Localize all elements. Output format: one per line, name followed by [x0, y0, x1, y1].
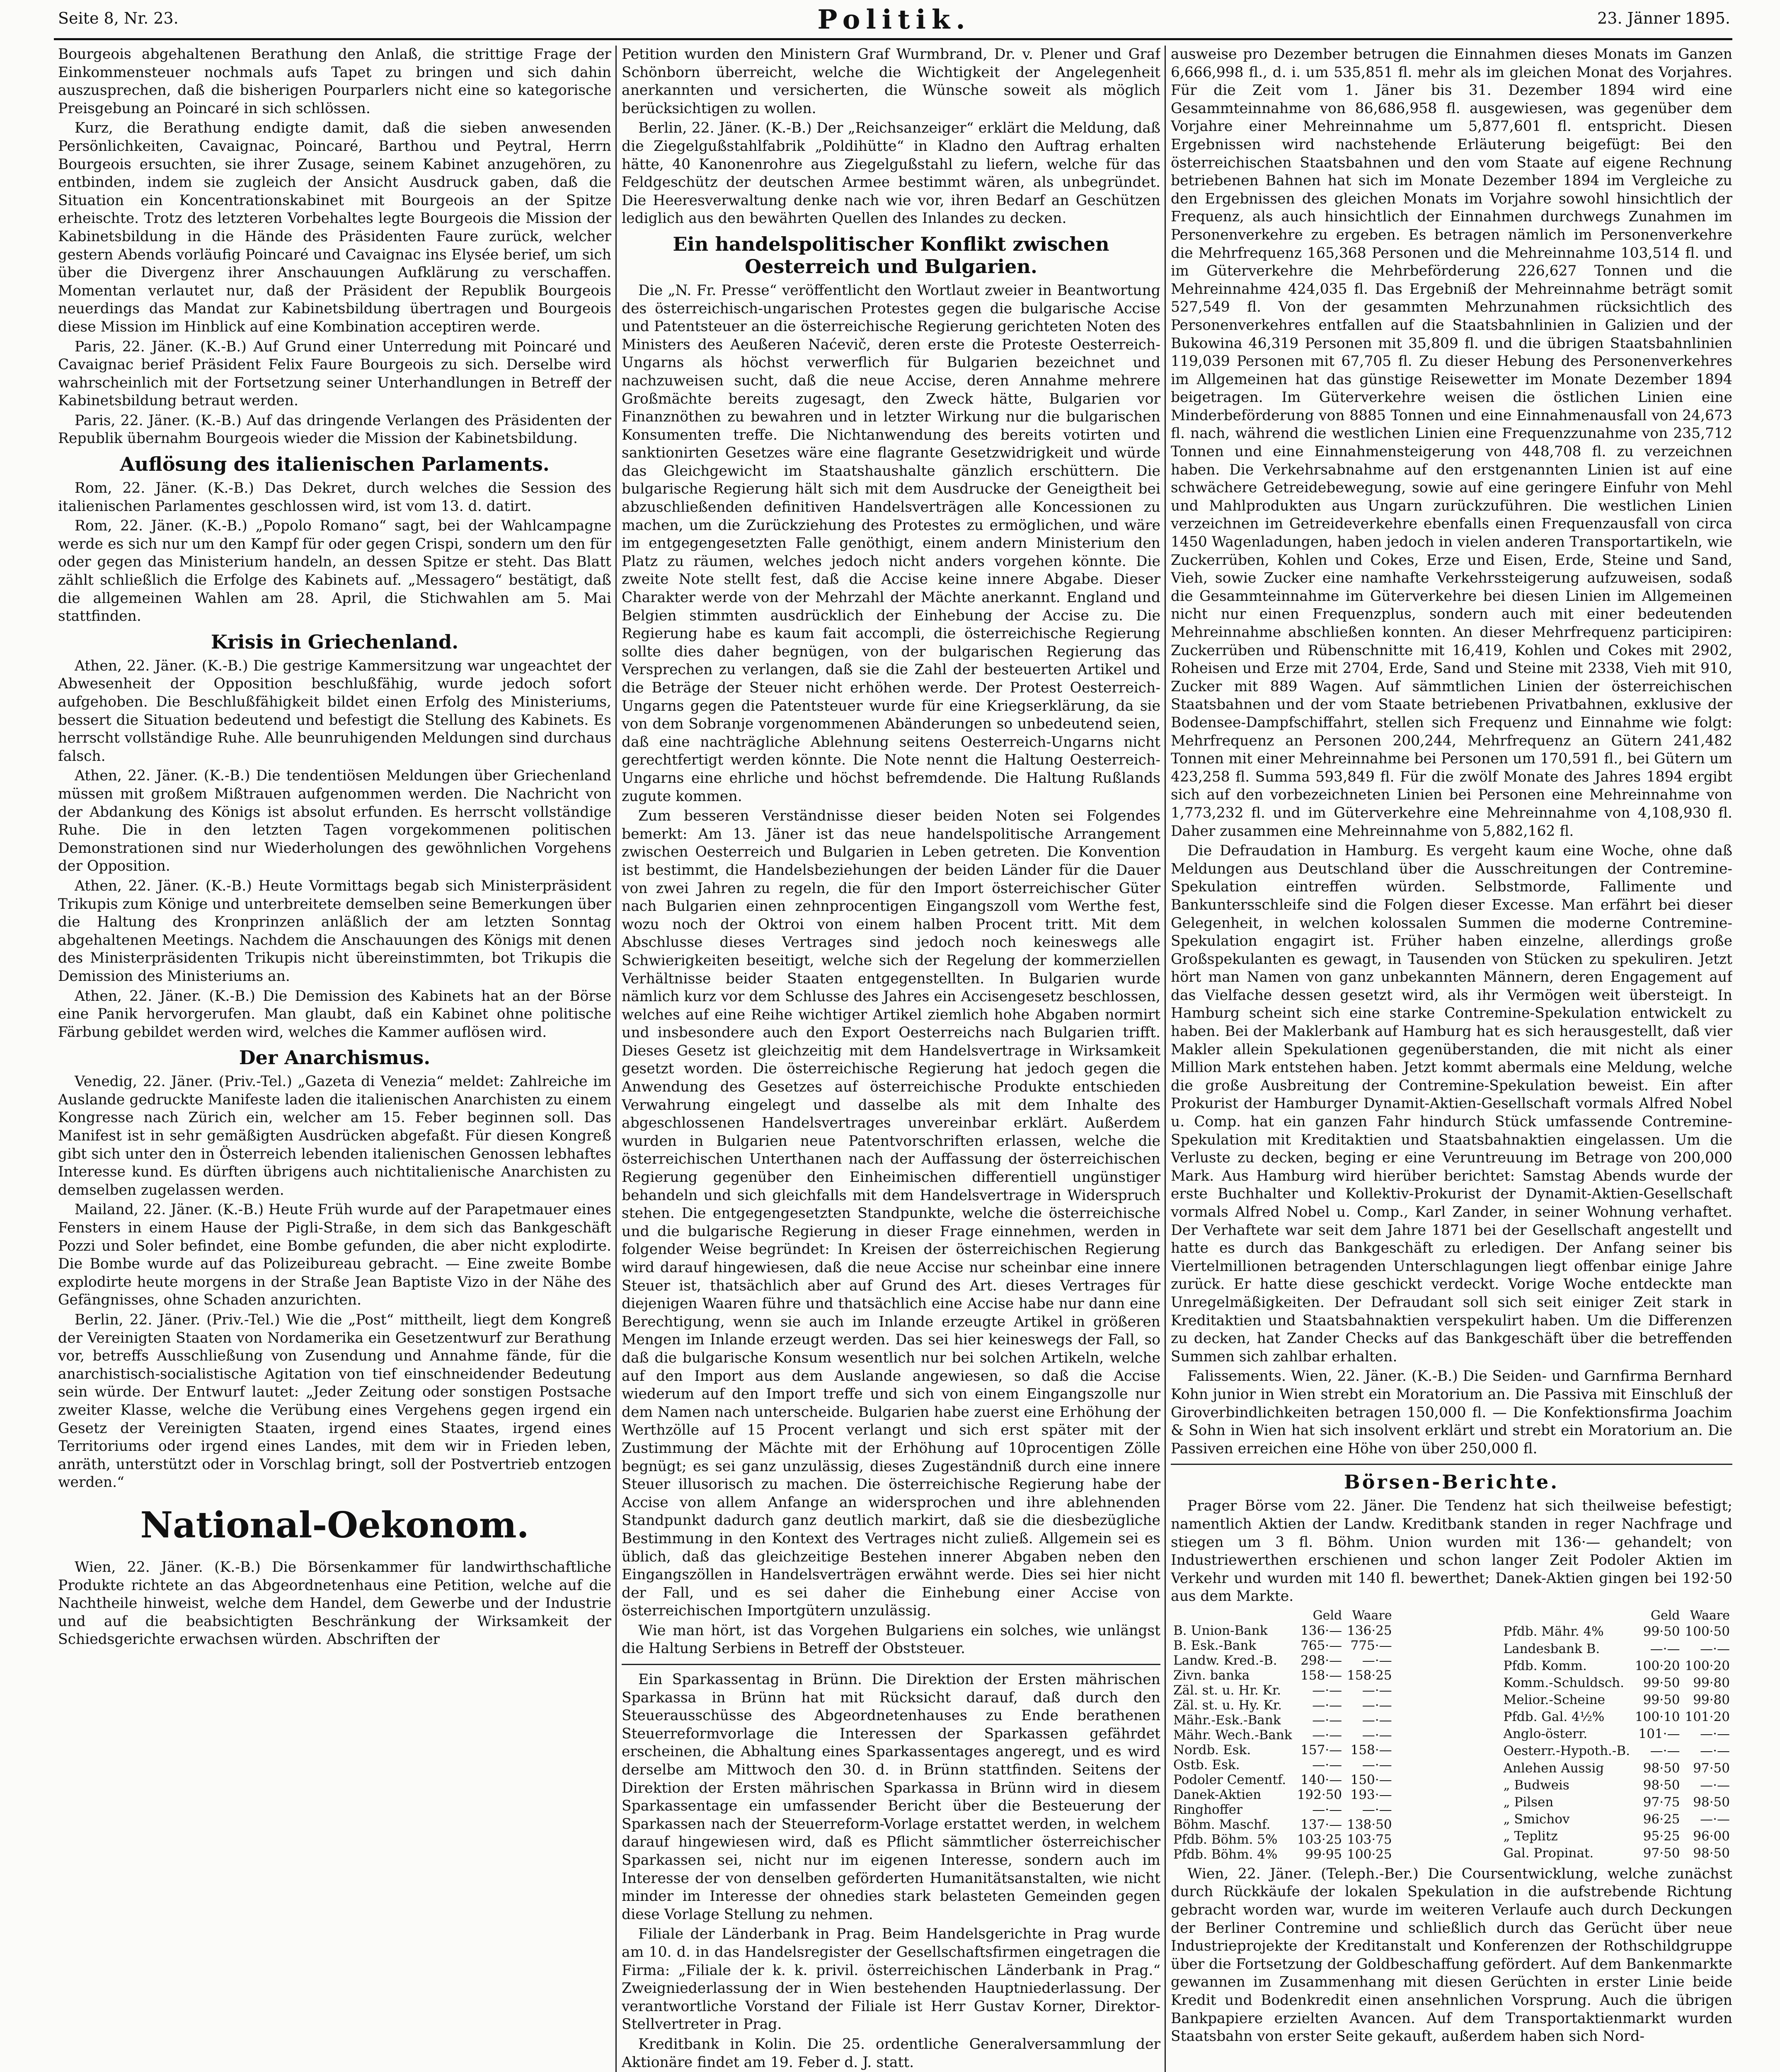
price-cell: 101·— — [1638, 1726, 1680, 1742]
table-row — [1171, 1698, 1395, 1713]
table-row — [1171, 1787, 1395, 1802]
table-row — [1171, 1668, 1395, 1683]
price-cell: —·— — [1362, 1653, 1392, 1668]
security-name: Landw. Kred.-B. — [1173, 1653, 1277, 1668]
security-name: „ Teplitz — [1503, 1829, 1558, 1844]
table-row — [1171, 1713, 1395, 1728]
separator — [622, 1664, 1160, 1665]
security-name: „ Smichov — [1503, 1811, 1570, 1827]
price-cell: 101·20 — [1685, 1709, 1730, 1725]
price-cell: 97·50 — [1693, 1760, 1730, 1776]
table-row — [1171, 1832, 1395, 1847]
price-cell: —·— — [1700, 1777, 1730, 1793]
headline: Auflösung des italienischen Parlaments. — [120, 453, 550, 476]
column-divider — [1165, 46, 1166, 2072]
security-name: Nordb. Esk. — [1173, 1742, 1251, 1757]
security-name: Pfdb. Gal. 4½% — [1503, 1709, 1605, 1725]
security-name: Zäl. st. u. Hr. Kr. — [1173, 1682, 1281, 1698]
price-cell: 137·— — [1300, 1817, 1342, 1832]
price-cell: 192·50 — [1297, 1787, 1342, 1802]
table-row — [1501, 1640, 1732, 1657]
security-name: Melior.-Scheine — [1503, 1692, 1606, 1707]
article-text: Die „N. Fr. Presse“ veröffentlicht den Wortlaut zweier in Beantwortung des österreichisch-ungarischen Protestes gegen die bulgarische Accise und Patentsteuer an die österreichische Regierung gerichteten Noten des Ministers des Aeußeren Naćevič, deren erste die Proteste Oesterreich-Ungarns als höchst verwerflich für Bulgarien bezeichnet und nachzuweisen sucht, daß die neue Accise, deren Annahme mehrere Großmächte bereits zugesagt, den Zweck hätte, Bulgarien vor Finanznöthen zu bewahren und in letzter Wirkung nur die bulgarischen Konsumenten treffe. Die Nichtanwendung des bereits votirten und sanktionirten Gesetzes wäre eine flagrante Gesetzwidrigkeit und würde das Gleichgewicht im Staatshaushalte gänzlich erschüttern. Die bulgarische Regierung hält sich mit dem Ausdrucke der Geneigtheit bei abzuschließenden definitiven Handelsverträgen alle Koncessionen zu machen, um die Zurückziehung des Protestes zu ermöglichen, und wäre im entgegengesetzten Falle genöthigt, einem andern Ministerium den Platz zu räumen, welches jedoch nicht anders vorgehen könnte. Die zweite Note stellt fest, daß die Accise keine innere Abgabe. Dieser Charakter werde von der Mehrzahl der Mächte anerkannt. England und Belgien stimmten ausdrücklich der Einhebung der Accise zu. Die Regierung habe es kaum fait accompli, die österreichische Regierung sollte dies daher begnügen, von der bulgarischen Regierung das Versprechen zu verlangen, daß sie die Zahl der besteuerten Artikel und die Beträge der Steuer nicht erhöhen werde. Der Protest Oesterreich-Ungarns gegen die Patentsteuer wurde für eine Kriegserklärung, da sie von dem Sobranje vorgenommenen Abänderungen so unbedeutend seien, daß eine nachträgliche Ablehnung seitens Oesterreich-Ungarns nicht gerechtfertigt werden könnte. Die Note nennt die Haltung Oesterreich-Ungarns eine ehrliche und höchst befremdende. Die Haltung Rußlands zugute kommen. — [622, 282, 1160, 805]
table-row — [1171, 1743, 1395, 1757]
headline: Krisis in Griechenland. — [211, 630, 459, 653]
price-cell: 193·— — [1350, 1787, 1392, 1802]
table-row — [1501, 1845, 1732, 1862]
price-cell: —·— — [1312, 1802, 1342, 1817]
price-cell: 100·20 — [1685, 1658, 1730, 1673]
table-row — [1171, 1728, 1395, 1743]
table-row — [1171, 1638, 1395, 1653]
table-row — [1171, 1757, 1395, 1772]
price-cell: —·— — [1650, 1743, 1680, 1759]
header-rule — [54, 38, 1732, 40]
news-item: Athen, 22. Jäner. (K.-B.) Die tendentiösen Meldungen über Griechenland müssen mit großem Mißtrauen aufgenommen werden. Die Nachricht von der Abdankung des Königs ist absolut erfunden. Es herrscht vollständige Ruhe. Die in den letzten Tagen vorgekommenen politischen Demonstrationen sind nur Wiederholungen des gewöhnlichen Vorgehens der Opposition. — [58, 767, 611, 875]
column-1 — [58, 46, 611, 1651]
price-cell: 98·50 — [1643, 1760, 1680, 1776]
price-cell: —·— — [1700, 1726, 1730, 1742]
security-name: Anglo-österr. — [1503, 1726, 1588, 1742]
price-cell: 158·— — [1350, 1742, 1392, 1757]
price-cell: 150·— — [1350, 1772, 1392, 1787]
news-item: Paris, 22. Jäner. (K.-B.) Auf das dringende Verlangen des Präsidenten der Republik übernahm Bourgeois wieder die Mission der Kabinetsbildung. — [58, 412, 611, 447]
column-header: Geld — [1313, 1608, 1342, 1623]
price-cell: 97·50 — [1643, 1846, 1680, 1861]
security-name: „ Budweis — [1503, 1777, 1569, 1793]
security-name: Landesbank B. — [1503, 1641, 1600, 1656]
price-cell: 99·80 — [1693, 1675, 1730, 1690]
news-item: Berlin, 22. Jäner. (Priv.-Tel.) Wie die „Post“ mittheilt, liegt dem Kongreß der Vereinigten Staaten von Nordamerika ein Gesetzentwurf zur Berathung vor, betreffs Ausschließung von Zusendung und Annahme fände, für die anarchistisch-socialistische Agitation von tief einschneidender Bedeutung sein würde. Der Entwurf lautet: „Jeder Zeitung oder sonstigen Postsache zweiter Klasse, welche die Verübung eines Vergehens gegen irgend ein Gesetz der Vereinigten Staaten, irgend eines Staates, irgend eines Territoriums oder irgend eines Landes, mit dem wir in Frieden leben, anräth, unterstützt oder in Vorschlag bringt, soll der Postvertrieb entzogen werden.“ — [58, 1312, 611, 1491]
column-header: Waare — [1352, 1608, 1392, 1623]
table-row — [1501, 1709, 1732, 1726]
price-cell: 140·— — [1300, 1772, 1342, 1787]
security-name: Anlehen Aussig — [1503, 1760, 1604, 1776]
stock-table-left — [1171, 1608, 1395, 1862]
price-cell: —·— — [1700, 1641, 1730, 1656]
news-item: Die Defraudation in Hamburg. Es vergeht kaum eine Woche, ohne daß Meldungen aus Deutschland über die Ausschreitungen der Contremine-Spekulation eintreffen würden. Selbstmorde, Fallimente und Bankuntersschleife sind die Folgen dieser Excesse. Man erfährt bei dieser Gelegenheit, in welchen kolossalen Summen die moderne Contremine-Spekulation engagirt ist. Früher haben einzelne, allerdings große Großspekulanten es gewagt, in Tausenden von Stücken zu spekuliren. Jetzt hört man Namen von ganz unbekannten Männern, deren Engagement auf das Vielfache dessen gesetzt wird, als ihr Vermögen weit übersteigt. In Hamburg scheint sich eine starke Contremine-Spekulation entwickelt zu haben. Bei der Maklerbank auf Hamburg hat es sich herausgestellt, daß vier Makler allein Spekulationen gegenüberstanden, die mit nicht als einer Million Mark entstehen haben. Jetzt kommt abermals eine Meldung, welche die große Ausbreitung der Contremine-Spekulation beweist. Ein after Prokurist der Hamburger Dynamit-Aktien-Gesellschaft vormals Alfred Nobel u. Comp. hat ein ganzen Fahr hindurch Stück umfassende Contremine-Spekulation mit Kreditaktien und Staatsbahnaktien eingelassen. Um die Verluste zu decken, beging er eine Veruntreuung im Betrage von 200,000 Mark. Aus Hamburg wird hierüber berichtet: Samstag Abends wurde der erste Buchhalter und Kollektiv-Prokurist der Dynamit-Aktien-Gesellschaft vormals Alfred Nobel u. Comp., Karl Zander, in seiner Wohnung verhaftet. Der Verhaftete war seit dem Jahre 1871 bei der Gesellschaft angestellt und hatte es durch das Bankgeschäft zu erledigen. Der Anfang seiner bis Viertelmillionen betragenden Unterschlagungen liegt offenbar einige Jahre zurück. Er hatte diese geschickt verdeckt. Vorige Woche entdeckte man Unregelmäßigkeiten. Der Defraudant soll sich seit einiger Zeit stark in Kreditaktien und Staatsbahnaktien verspekulirt haben. Um die Differenzen zu decken, hat Zander Checks auf das Bankgeschäft über die betreffenden Summen sich zahlbar erhalten. — [1171, 842, 1732, 1365]
price-cell: 103·75 — [1347, 1832, 1392, 1847]
security-name: Komm.-Schuldsch. — [1503, 1675, 1625, 1690]
table-row — [1501, 1743, 1732, 1760]
price-cell: —·— — [1312, 1712, 1342, 1728]
price-cell: 298·— — [1300, 1653, 1342, 1668]
table-row — [1501, 1726, 1732, 1743]
price-cell: 158·25 — [1347, 1668, 1392, 1683]
column-header: Geld — [1650, 1608, 1680, 1623]
news-item: Kreditbank in Kolin. Die 25. ordentliche Generalversammlung der Aktionäre findet am 19. Feber d. J. statt. — [622, 2036, 1160, 2071]
price-cell: 136·25 — [1347, 1623, 1392, 1638]
price-cell: 99·50 — [1643, 1692, 1680, 1707]
security-name: Zäl. st. u. Hy. Kr. — [1173, 1697, 1282, 1713]
price-cell: 96·00 — [1693, 1829, 1730, 1844]
news-item: Filiale der Länderbank in Prag. Beim Handelsgerichte in Prag wurde am 10. d. in das Handelsregister der Gesellschaftsfirmen eingetragen die Firma: „Filiale der k. k. privil. österreichischen Länderbank in Prag.“ Zweigniederlassung der in Wien bestehenden Hauptniederlassung. Der verantwortliche Vorstand der Filiale ist Herr Gustav Korner, Direktor-Stellvertreter in Prag. — [622, 1926, 1160, 2033]
price-cell: —·— — [1362, 1757, 1392, 1772]
table-row — [1501, 1691, 1732, 1708]
issue-date: 23. Jänner 1895. — [1597, 9, 1730, 27]
price-cell: 158·— — [1300, 1668, 1342, 1683]
price-cell: 138·50 — [1347, 1817, 1392, 1832]
price-cell: —·— — [1700, 1811, 1730, 1827]
table-row — [1171, 1817, 1395, 1832]
security-name: Oesterr.-Hypoth.-B. — [1503, 1743, 1630, 1759]
price-cell: 99·95 — [1305, 1847, 1342, 1862]
price-cell: —·— — [1650, 1641, 1680, 1656]
headline: Der Anarchismus. — [239, 1046, 431, 1069]
security-name: „ Pilsen — [1503, 1794, 1554, 1810]
column-divider — [615, 46, 617, 2072]
column-header: Waare — [1690, 1608, 1730, 1623]
security-name: Gal. Propinat. — [1503, 1846, 1594, 1861]
news-item: Athen, 22. Jäner. (K.-B.) Die Demission des Kabinets hat an der Börse eine Panik hervorgerufen. Man glaubt, daß ein Kabinet ohne politische Färbung gebildet werden wird, welches die Kammer auflösen wird. — [58, 988, 611, 1041]
table-row — [1171, 1683, 1395, 1698]
stock-tables — [1171, 1608, 1732, 1862]
column-2 — [622, 46, 1160, 2072]
price-cell: 97·75 — [1643, 1794, 1680, 1810]
price-cell: 100·20 — [1635, 1658, 1680, 1673]
page-number: Seite 8, Nr. 23. — [58, 9, 179, 27]
news-item: Wien, 22. Jäner. (Teleph.-Ber.) Die Coursentwicklung, welche zunächst durch Rückkäufe der lokalen Spekulation in die aufstrebende Richtung gebracht worden war, wurde im weiteren Verlaufe auch durch Deckungen der Berliner Contremine und schließlich durch das Gerücht über neue Industrieprojekte der Kreditanstalt und Konferenzen der Rothschildgruppe über die Fortsetzung der Goldbeschaffung gefördert. Auf dem Bankenmarkte gewannen im Zusammenhang mit diesen Gerüchten in erster Linie beide Kredit und Bodenkredit einen ansehnlichen Vorsprung. Auch die übrigen Bankpapiere erzielten Avancen. Auf dem Transportaktienmarkt wurden Staatsbahn von erster Seite gekauft, außerdem haben sich Nord- — [1171, 1865, 1732, 2045]
news-item: Rom, 22. Jäner. (K.-B.) Das Dekret, durch welches die Session des italienischen Parlamentes geschlossen wird, ist vom 13. d. datirt. — [58, 480, 611, 515]
security-name: Böhm. Maschf. — [1173, 1817, 1271, 1832]
news-item: Athen, 22. Jäner. (K.-B.) Heute Vormittags begab sich Ministerpräsident Trikupis zum Könige und unterbreitete demselben seine Bemerkungen über die Haltung des Kronprinzen anläßlich der am letzten Sonntag abgehaltenen Meetings. Nachdem die Anschauungen des Königs mit denen des Ministerpräsidenten Trikupis nicht übereinstimmten, bot Trikupis die Demission des Ministeriums an. — [58, 877, 611, 985]
table-row — [1501, 1828, 1732, 1845]
price-cell: 100·50 — [1685, 1624, 1730, 1639]
news-item: Athen, 22. Jäner. (K.-B.) Die gestrige Kammersitzung war ungeachtet der Abwesenheit der Opposition beschlußfähig, wurde jedoch sofort aufgehoben. Die Beschlußfähigkeit bildet einen Erfolg des Ministeriums, bessert die Situation bedeutend und befestigt die Stellung des Kabinets. Es herrscht vollständige Ruhe. Alle beunruhigenden Meldungen sind durchaus falsch. — [58, 657, 611, 765]
article-text: Wie man hört, ist das Vorgehen Bulgariens ein solches, wie unlängst die Haltung Serbiens in Betreff der Obststeuer. — [622, 1622, 1160, 1657]
security-name: Pfdb. Böhm. 4% — [1173, 1847, 1278, 1862]
table-row — [1501, 1777, 1732, 1794]
security-name: Ostb. Esk. — [1173, 1757, 1240, 1772]
news-item: Wien, 22. Jäner. (K.-B.) Die Börsenkammer für landwirthschaftliche Produkte richtete an das Abgeordnetenhaus eine Petition, welche auf die Nachtheile hinweist, welche dem Handel, dem Gewerbe und der Industrie und auf die beabsichtigten Beschränkung der Wirksamkeit der Schiedsgerichte erwachsen würden. Abschriften der — [58, 1559, 611, 1648]
article-text: Kurz, die Berathung endigte damit, daß die sieben anwesenden Persönlichkeiten, Cavaignac, Poincaré, Barthou und Peytral, Herrn Bourgeois ersuchten, sie ihrer Zusage, seinem Kabinet anzugehören, zu entbinden, indem sie zugleich der Ansicht Ausdruck gaben, daß die Situation ein Koncentrationskabinet mit Bourgeois an der Spitze erheischte. Trotz des letzteren Vorbehaltes legte Bourgeois die Mission der Kabinetsbildung in die Hände des Präsidenten Faure zurück, welcher gestern Abends vorläufig Poincaré und Cavaignac ins Elysée berief, um sich über die Divergenz ihrer Anschauungen Aufklärung zu verschaffen. Momentan verlautet nur, daß der Präsident der Republik Bourgeois neuerdings das Mandat zur Kabinetsbildung übertragen und Bourgeois diese Mission im Hinblick auf eine Kombination acceptiren werde. — [58, 120, 611, 335]
price-cell: —·— — [1362, 1682, 1392, 1698]
price-cell: 100·10 — [1635, 1709, 1680, 1725]
security-name: Zivn. banka — [1173, 1668, 1250, 1683]
price-cell: 98·50 — [1693, 1846, 1730, 1861]
section-headline: National-Oekonom. — [140, 1504, 529, 1546]
table-row — [1501, 1674, 1732, 1691]
security-name: Podoler Cementf. — [1173, 1772, 1286, 1787]
price-cell: —·— — [1700, 1743, 1730, 1759]
security-name: B. Esk.-Bank — [1173, 1638, 1257, 1653]
price-cell: 95·25 — [1643, 1829, 1680, 1844]
table-row — [1171, 1772, 1395, 1787]
security-name: Pfdb. Mähr. 4% — [1503, 1624, 1604, 1639]
separator — [1171, 1464, 1732, 1465]
price-cell: 765·— — [1300, 1638, 1342, 1653]
table-row — [1171, 1802, 1395, 1817]
security-name: Mähr. Wech.-Bank — [1173, 1727, 1292, 1743]
headline: Ein handelspolitischer Konflikt zwischen Oesterreich und Bulgarien. — [673, 232, 1109, 278]
news-item: Falissements. Wien, 22. Jäner. (K.-B.) Die Seiden- und Garnfirma Bernhard Kohn junior in Wien strebt ein Moratorium an. Die Passiva mit Einschluß der Giroverbindlichkeiten betragen 150,000 fl. — Die Konfektionsfirma Joachim & Sohn in Wien hat sich insolvent erklärt und strebt ein Moratorium an. Die Passiven erreichen eine Höhe von über 250,000 fl. — [1171, 1368, 1732, 1457]
article-text: Bourgeois abgehaltenen Berathung den Anlaß, die strittige Frage der Einkommensteuer nochmals aufs Tapet zu bringen und sich dahin auszusprechen, daß die bisherigen Pourparlers nicht eine so kategorische Preisgebung an Poincaré in sich schlössen. — [58, 46, 611, 117]
headline: Börsen-Berichte. — [1344, 1471, 1560, 1493]
price-cell: 98·50 — [1643, 1777, 1680, 1793]
price-cell: —·— — [1312, 1757, 1342, 1772]
price-cell: 157·— — [1300, 1742, 1342, 1757]
price-cell: —·— — [1312, 1727, 1342, 1743]
security-name: Danek-Aktien — [1173, 1787, 1262, 1802]
section-title: Politik. — [817, 4, 971, 35]
table-row — [1501, 1760, 1732, 1777]
news-item: Mailand, 22. Jäner. (K.-B.) Heute Früh wurde auf der Parapetmauer eines Fensters in einem Hause der Pigli-Straße, in dem sich das Bankgeschäft Pozzi und Soler befindet, eine Bombe gefunden, die aber nicht explodirte. Die Bombe wurde auf das Polizeibureau gebracht. — Eine zweite Bombe explodirte heute morgens in der Straße Jean Baptiste Vizo in der Nähe des Gefängnisses, ohne Schaden anzurichten. — [58, 1201, 611, 1309]
stock-table-right — [1501, 1608, 1732, 1862]
price-cell: 775·— — [1350, 1638, 1392, 1653]
table-row — [1501, 1623, 1732, 1640]
price-cell: 96·25 — [1643, 1811, 1680, 1827]
table-row — [1171, 1847, 1395, 1862]
table-row — [1501, 1657, 1732, 1674]
price-cell: 103·25 — [1297, 1832, 1342, 1847]
news-item: Prager Börse vom 22. Jäner. Die Tendenz hat sich theilweise befestigt; namentlich Aktien der Landw. Kreditbank standen in reger Nachfrage und stiegen um 3 fl. Böhm. Union wurden mit 136·— gehandelt; von Industriewerthen erschienen und schon langer Zeit Podoler Aktien im Verkehr und wurden mit 140 fl. bewerthet; Danek-Aktien gingen bei 192·50 aus dem Markte. — [1171, 1498, 1732, 1605]
news-item: Paris, 22. Jäner. (K.-B.) Auf Grund einer Unterredung mit Poincaré und Cavaignac berief Präsident Felix Faure Bourgeois zu sich. Derselbe wird wahrscheinlich mit der Fortsetzung seiner Unterhandlungen in Betreff der Kabinetsbildung betraut werden. — [58, 338, 611, 409]
price-cell: —·— — [1362, 1802, 1392, 1817]
price-cell: 99·80 — [1693, 1692, 1730, 1707]
price-cell: —·— — [1312, 1697, 1342, 1713]
price-cell: 99·50 — [1643, 1675, 1680, 1690]
news-item: Rom, 22. Jäner. (K.-B.) „Popolo Romano“ sagt, bei der Wahlcampagne werde es sich nur um den Kampf für oder gegen Crispi, sondern um den für oder gegen das Ministerium handeln, an dessen Spitze er steht. Das Blatt zählt schließlich die Erfolge des Kabinets auf. „Messagero“ bestätigt, daß die allgemeinen Wahlen am 28. April, die Stichwahlen am 5. Mai stattfinden. — [58, 518, 611, 625]
news-item: Ein Sparkassentag in Brünn. Die Direktion der Ersten mährischen Sparkassa in Brünn hat mit Rücksicht darauf, daß durch den Steuerausschüsse des Abgeordnetenhauses zu Ende berathenen Steuerreformvorlage die Interessen der Sparkassen gefährdet erscheinen, die Abhaltung eines Sparkassentages angeregt, und es wird derselbe am Mittwoch den 30. d. in Brünn stattfinden. Seitens der Direktion der Ersten mährischen Sparkassa in Brünn wird in diesem Sparkassentage ein umfassender Bericht über die Besteuerung der Sparkassen nach der Steuerreform-Vorlage erstattet werden, in welchem darauf hingewiesen wird, daß es Pflicht sämmtlicher österreichischer Sparkassen sei, nicht nur im eigenen Interesse, sondern auch im Interesse der von denselben geförderten Humanitätsanstalten, wie nicht minder im Interesse der ohnedies stark belasteten Gemeinden gegen diese Vorlage Stellung zu nehmen. — [622, 1671, 1160, 1923]
security-name: Pfdb. Komm. — [1503, 1658, 1587, 1673]
price-cell: 98·50 — [1693, 1794, 1730, 1810]
news-item: Venedig, 22. Jäner. (Priv.-Tel.) „Gazeta di Venezia“ meldet: Zahlreiche im Auslande gedruckte Manifeste laden die italienischen Anarchisten zu einem Kongresse nach Zürich ein, welcher am 15. Feber beginnen soll. Das Manifest ist in sehr gemäßigten Ausdrücken abgefaßt. Für diesen Kongreß gibt sich unter den in Österreich lebenden italienischen Genossen lebhaftes Interesse kund. Es dürften übrigens auch nichtitalienische Anarchisten zu demselben zugelassen werden. — [58, 1073, 611, 1198]
price-cell: 100·25 — [1347, 1847, 1392, 1862]
table-row — [1501, 1794, 1732, 1811]
price-cell: —·— — [1312, 1682, 1342, 1698]
article-text: Zum besseren Verständnisse dieser beiden Noten sei Folgendes bemerkt: Am 13. Jäner ist das neue handelspolitische Arrangement zwischen Oesterreich und Bulgarien in Leben getreten. Die Konvention ist bestimmt, die Handelsbeziehungen der beiden Länder für die Dauer von zwei Jahren zu regeln, die für den Import österreichischer Güter nach Bulgarien einen zehnprocentigen Eingangszoll vom Werthe fest, wozu noch der Oktroi von einem halben Procent tritt. Mit dem Abschlusse dieses Vertrages sind jedoch noch keineswegs alle Schwierigkeiten beseitigt, welche sich der Regelung der kommerziellen Verhältnisse beider Staaten entgegenstellten. In Bulgarien wurde nämlich kurz vor dem Schlusse des Jahres ein Accisengesetz beschlossen, welches auf eine Reihe wichtiger Artikel ziemlich hohe Abgaben normirt und insbesondere auch den Export Oesterreichs nach Bulgarien trifft. Dieses Gesetz ist gleichzeitig mit dem Handelsvertrage in Wirksamkeit gesetzt worden. Die österreichische Regierung hat jedoch gegen die Anwendung des Gesetzes auf österreichische Produkte entschieden Verwahrung eingelegt und dasselbe als mit dem Inhalte des abgeschlossenen Handelsvertrages unvereinbar erklärt. Außerdem wurden in Bulgarien neue Patentvorschriften erlassen, welche die österreichischen Unterthanen nach der Auffassung der österreichischen Regierung gegenüber den Einheimischen differentiell ungünstiger behandeln und sich gleichfalls mit dem Handelsvertrage in Widerspruch stehen. Die entgegengesetzten Standpunkte, welche die österreichische und die bulgarische Regierung in dieser Frage einnehmen, werden in folgender Weise begründet: In Kreisen der österreichischen Regierung wird darauf hingewiesen, daß die neue Accise nur scheinbar eine innere Steuer ist, thatsächlich aber auf Grund des Art. dieses Vertrages für diejenigen Waaren führe und thatsächlich eine Accise habe nur dann eine Berechtigung, wenn sie auch im Inlande erzeugte Artikel in größeren Mengen im Inlande erzeugt werden. Das sei hier keineswegs der Fall, so daß die bulgarische Konsum wesentlich nur bei solchen Artikeln, welche auf den Import aus dem Auslande angewiesen, so daß die Accise wiederum auf den Import treffe und sich von einem Eingangszolle nur dem Namen nach unterscheide. Bulgarien habe zuerst eine Erhöhung der Werthzölle auf 15 Procent verlangt und sich erst später mit der Zustimmung der Mächte mit der Erhöhung auf 10procentigen Zölle begnügt; es sei ganz unzulässig, dieses Zugeständniß durch eine innere Steuer illusorisch zu machen. Die österreichische Regierung habe der Accise von allem Anfange an widersprochen und ihre ablehnenden Standpunkt dadurch ganz deutlich markirt, daß sie die diesbezügliche Bestimmung in den Kontext des Vertrages nicht zuließ. Allgemein sei es üblich, daß das gleichzeitige Bestehen innerer Abgaben neben den Eingangszöllen in Handelsverträgen erwähnt werde. Dies sei hier nicht der Fall, und es sei daher die Einhebung einer Accise von österreichischen Importgütern unzulässig. — [622, 808, 1160, 1619]
article-text: Petition wurden den Ministern Graf Wurmbrand, Dr. v. Plener und Graf Schönborn überreicht, welche die Wichtigkeit der Angelegenheit anerkannten und versicherten, die Wünsche soweit als möglich berücksichtigen zu wollen. — [622, 46, 1160, 117]
security-name: Mähr.-Esk.-Bank — [1173, 1712, 1281, 1728]
table-row — [1501, 1811, 1732, 1828]
table-row — [1171, 1653, 1395, 1668]
news-item: Berlin, 22. Jäner. (K.-B.) Der „Reichsanzeiger“ erklärt die Meldung, daß die Ziegelgußstahlfabrik „Poldihütte“ in Kladno den Auftrag erhalten hätte, 40 Kanonenrohre aus Ziegelgußstahl zu liefern, welche für das Feldgeschütz der deutschen Armee bestimmt wären, als unbegründet. Die Heeresverwaltung denke nach wie vor, ihren Bedarf an Geschützen lediglich aus den bewährten Quellen des Inlandes zu decken. — [622, 120, 1160, 227]
price-cell: —·— — [1362, 1697, 1392, 1713]
page-header — [58, 4, 1730, 33]
price-cell: —·— — [1362, 1727, 1392, 1743]
security-name: Ringhoffer — [1173, 1802, 1242, 1817]
security-name: B. Union-Bank — [1173, 1623, 1268, 1638]
security-name: Pfdb. Böhm. 5% — [1173, 1832, 1278, 1847]
price-cell: 99·50 — [1643, 1624, 1680, 1639]
table-row — [1171, 1623, 1395, 1638]
column-3 — [1171, 46, 1732, 2048]
price-cell: —·— — [1362, 1712, 1392, 1728]
price-cell: 136·— — [1300, 1623, 1342, 1638]
article-text: ausweise pro Dezember betrugen die Einnahmen dieses Monats im Ganzen 6,666,998 fl., d. i. um 535,851 fl. mehr als im gleichen Monat des Vorjahres. Für die Zeit vom 1. Jäner bis 31. Dezember 1894 wird eine Gesammteinnahme von 86,686,958 fl. ausgewiesen, was gegenüber dem Vorjahre einer Mehreinnahme um 5,877,601 fl. entspricht. Diesen Ergebnissen wird nachstehende Erläuterung beigefügt: Bei den österreichischen Staatsbahnen und den vom Staate auf eigene Rechnung betriebenen Bahnen hat sich im Monate Dezember 1894 im Vergleiche zu den Ergebnissen des gleichen Monats im Vorjahre sowohl hinsichtlich der Frequenz, als auch hinsichtlich der Einnahmen durchwegs Zunahmen im Personenverkehre zu ergeben. Es betragen nämlich im Personenverkehre die Mehrfrequenz 165,368 Personen und die Mehreinnahme 103,514 fl. und im Güterverkehre die Mehrbeförderung 226,627 Tonnen und die Mehreinnahme 424,035 fl. Das Ergebniß der Mehreinnahme beträgt somit 527,549 fl. Von der gesammten Mehrzunahmen rücksichtlich des Personenverkehres entfallen auf die Staatsbahnlinien in Galizien und der Bukowina 46,319 Personen mit 35,809 fl. und die übrigen Staatsbahnlinien 119,039 Personen mit 67,705 fl. Zu dieser Hebung des Personenverkehres im Allgemeinen hat das günstige Reisewetter im Monate Dezember 1894 beigetragen. Im Güterverkehre weisen die östlichen Linien eine Minderbeförderung von 8885 Tonnen und eine Einnahmenausfall von 24,673 fl. nach, während die westlichen Linien eine Frequenzzunahme von 235,712 Tonnen und eine Einnahmensteigerung von 448,708 fl. zu verzeichnen haben. Die Verkehrsabnahme auf den erstgenannten Linien ist auf eine schwächere Getreidebewegung, sowie auf eine geringere Einfuhr von Mehl und Mahlprodukten aus Ungarn zurückzuführen. Die westlichen Linien verzeichnen im Getreideverkehre ebenfalls einen Frequenzausfall von circa 1450 Wagenladungen, haben jedoch in vielen anderen Transportartikeln, wie Zuckerrüben, Kohlen und Cokes, Erze und Eisen, Erde, Steine und Sand, Vieh, sowie Zucker eine namhafte Verkehrssteigerung aufzuweisen, sodaß die Gesammteinnahme im Güterverkehre bei diesen Linien im Allgemeinen nicht nur einen Frequenzplus, sondern auch mit einer bedeutenden Mehreinnahme abschließen konnten. An dieser Mehrfrequenz participiren: Zuckerrüben und Rübenschnitte mit 16,419, Kohlen und Cokes mit 2902, Roheisen und Erze mit 2704, Erde, Sand und Steine mit 2338, Vieh mit 910, Zucker mit 889 Wagen. Auf sämmtlichen Linien der österreichischen Staatsbahnen und der vom Staate betriebenen Privatbahnen, exklusive der Bodensee-Dampfschiffahrt, stellen sich Frequenz und Einnahme wie folgt: Mehrfrequenz an Personen 200,244, Mehrfrequenz an Gütern 241,482 Tonnen mit einer Mehreinnahme bei Personen um 170,591 fl., bei Gütern um 423,258 fl. Summa 593,849 fl. Für die zwölf Monate des Jahres 1894 ergibt sich auf den vorbezeichneten Linien bei Personen eine Mehreinnahme von 1,773,232 fl. und im Güterverkehre eine Mehreinnahme von 4,108,930 fl. Daher zusammen eine Mehreinnahme von 5,882,162 fl. — [1171, 46, 1732, 840]
